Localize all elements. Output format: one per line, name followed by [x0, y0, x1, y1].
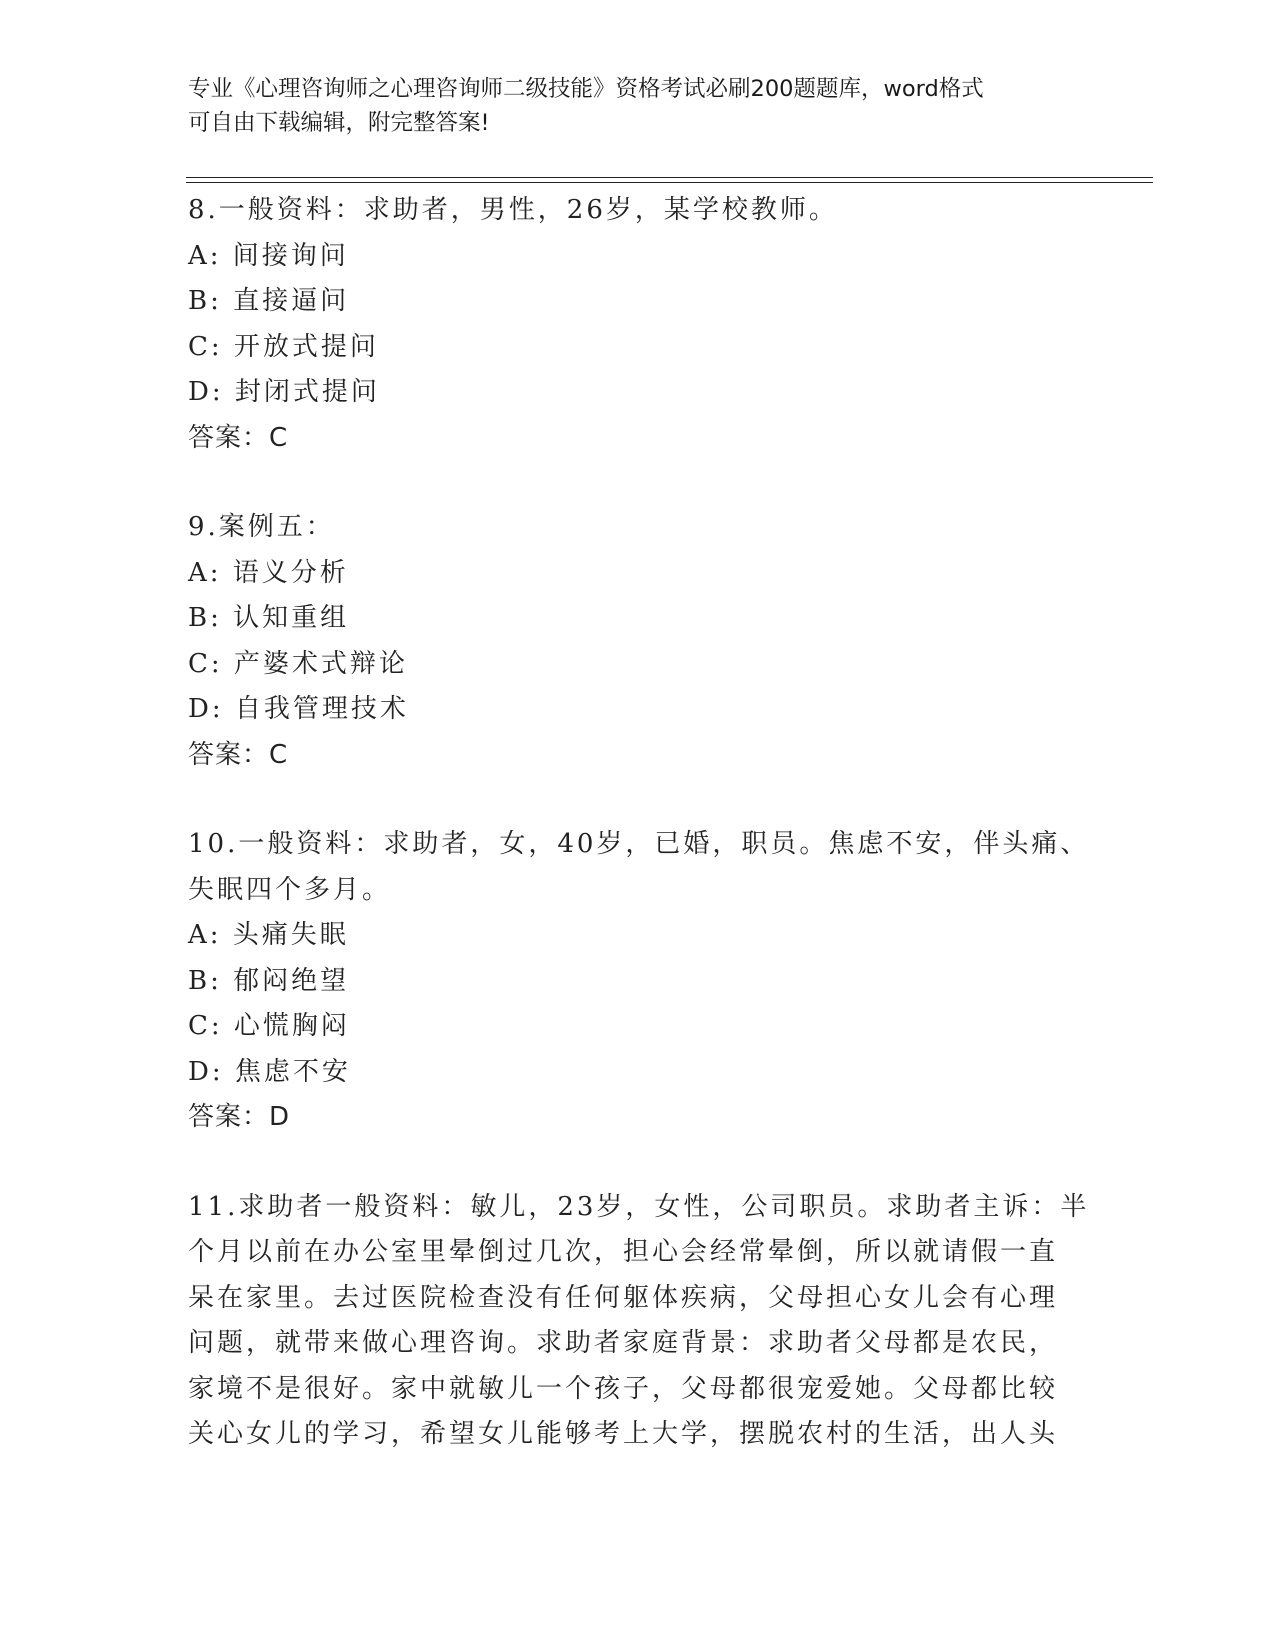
question-stem-continued: 家境不是很好。家中就敏儿一个孩子，父母都很宠爱她。父母都比较 [188, 1373, 1059, 1404]
question-stem-continued: 个月以前在办公室里晕倒过几次，担心会经常晕倒，所以就请假一直 [188, 1237, 1059, 1267]
question-block [188, 505, 1088, 778]
question-stem: 11.求助者一般资料：敏儿，23岁，女性，公司职员。求助者主诉：半 [188, 1191, 1090, 1222]
header-divider-top [186, 177, 1153, 178]
answer-line: 答案：C [188, 739, 289, 770]
option-b: B: 认知重组 [188, 603, 350, 633]
option-c: C: 产婆术式辩论 [188, 648, 408, 679]
option-d: D: 焦虑不安 [188, 1056, 351, 1087]
header-line-1: 专业《心理咨询师之心理咨询师二级技能》资格考试必刷200题题库，word格式 [188, 76, 984, 102]
question-block [188, 1185, 1088, 1458]
option-d: D: 封闭式提问 [188, 377, 380, 407]
option-a: A: 间接询问 [188, 240, 349, 271]
option-b: B: 郁闷绝望 [188, 965, 350, 996]
question-stem-continued: 失眠四个多月。 [188, 874, 392, 905]
option-c: C: 开放式提问 [188, 331, 379, 362]
question-list [188, 188, 1088, 1458]
question-block [188, 188, 1088, 461]
question-stem-continued: 问题，就带来做心理咨询。求助者家庭背景：求助者父母都是农民， [188, 1328, 1059, 1358]
question-stem: 8.一般资料：求助者，男性，26岁，某学校教师。 [188, 195, 838, 225]
option-a: A: 语义分析 [188, 557, 349, 588]
question-stem-continued: 关心女儿的学习，希望女儿能够考上大学，摆脱农村的生活，出人头 [188, 1419, 1059, 1449]
option-d: D: 自我管理技术 [188, 694, 409, 724]
question-block [188, 822, 1088, 1141]
option-a: A: 头痛失眠 [188, 920, 349, 950]
document-header [188, 72, 1068, 140]
question-stem: 10.一般资料：求助者，女，40岁，已婚，职员。焦虑不安，伴头痛、 [188, 829, 1090, 859]
header-line-2: 可自由下载编辑，附完整答案! [188, 110, 490, 136]
option-c: C: 心慌胸闷 [188, 1011, 350, 1041]
question-stem-continued: 呆在家里。去过医院检查没有任何躯体疾病，父母担心女儿会有心理 [188, 1282, 1059, 1313]
header-divider-bottom [186, 182, 1153, 183]
option-b: B: 直接逼问 [188, 286, 350, 316]
answer-line: 答案：D [188, 1102, 291, 1132]
answer-line: 答案：C [188, 422, 289, 453]
question-stem: 9.案例五： [188, 512, 335, 542]
